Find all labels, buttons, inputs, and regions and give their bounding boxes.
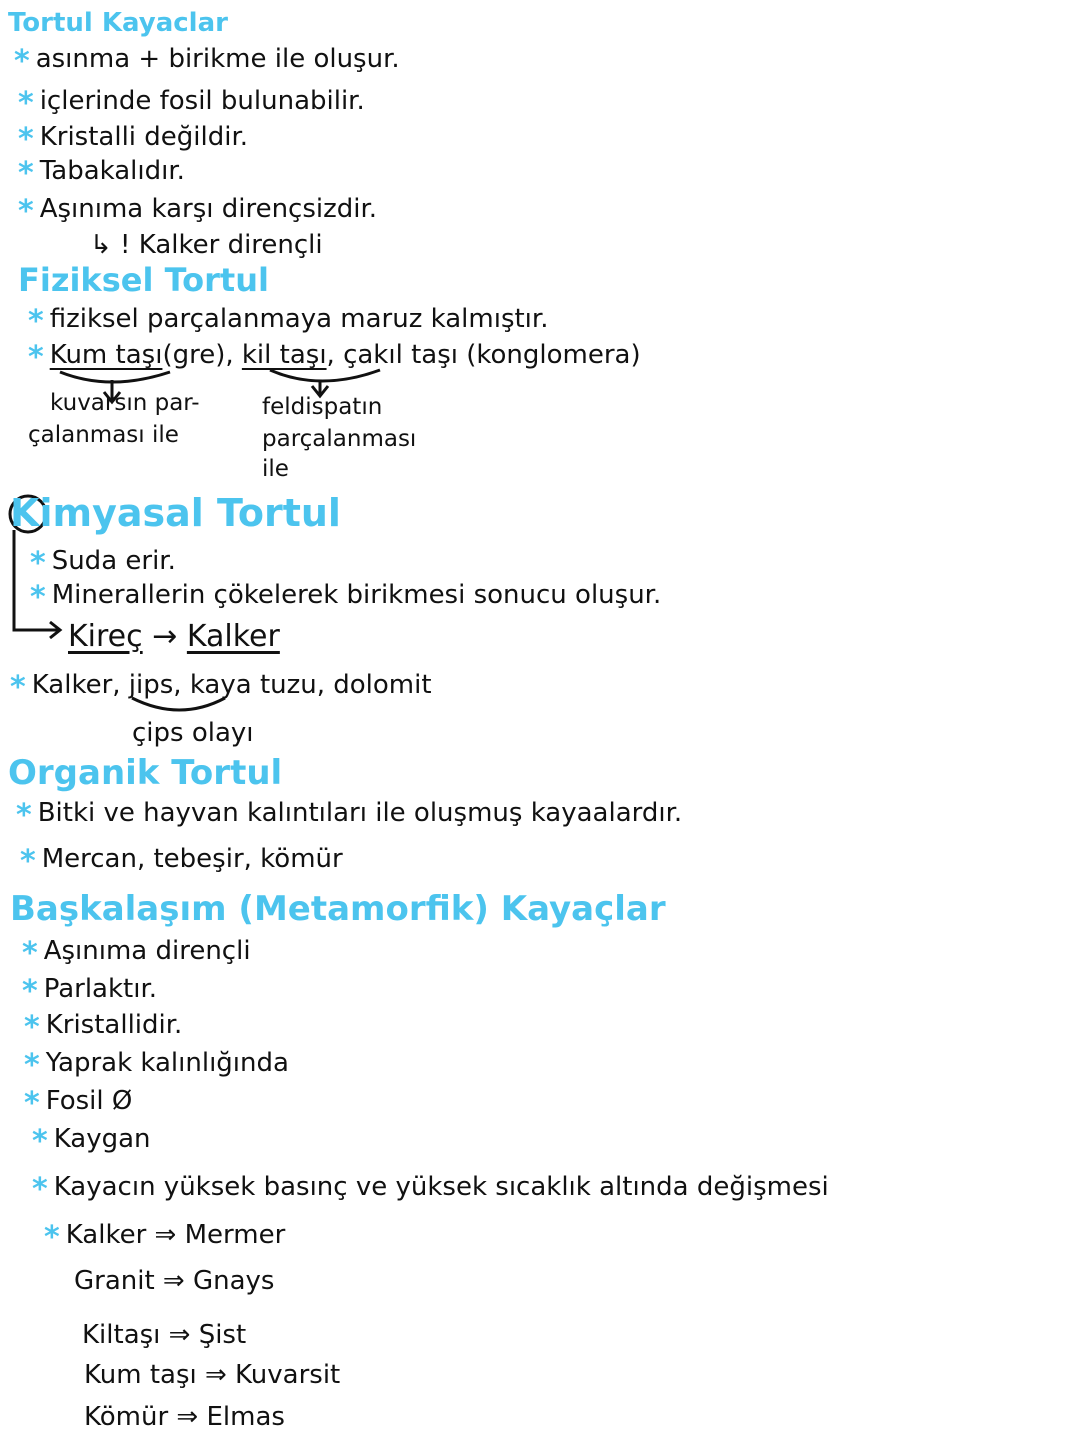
- list-item: [30, 548, 176, 579]
- asterisk-icon: *: [18, 194, 34, 229]
- list-item: [22, 976, 157, 1007]
- jips-note: çips olayı: [132, 718, 254, 748]
- list-item: [30, 582, 661, 613]
- item-text: Kristalli değildir.: [39, 122, 249, 152]
- asterisk-icon: *: [20, 844, 36, 879]
- item-text: asınma + birikme ile oluşur.: [35, 44, 400, 74]
- asterisk-icon: *: [14, 44, 30, 79]
- list-item: [24, 1012, 182, 1043]
- asterisk-icon: *: [22, 974, 38, 1009]
- kil-note-1: feldispatın: [262, 394, 383, 420]
- kum-tasi-brace: [60, 372, 170, 382]
- item-text: Minerallerin çökelerek birikmesi sonucu oluşur.: [51, 580, 662, 610]
- transform-item: Kiltaşı ⇒ Şist: [82, 1320, 247, 1350]
- asterisk-icon: *: [44, 1220, 60, 1255]
- asterisk-icon: *: [24, 1048, 40, 1083]
- asterisk-icon: *: [10, 670, 26, 705]
- list-item: [18, 88, 365, 119]
- heading-organik-tortul: Organik Tortul: [8, 753, 283, 793]
- item-text: Aşınıma karşı dirençsizdir.: [39, 194, 378, 224]
- list-item: [24, 1088, 132, 1119]
- list-item: [28, 306, 548, 337]
- list-item: [18, 124, 248, 155]
- list-item: [32, 1174, 829, 1205]
- kil-tasi: kil taşı: [241, 340, 327, 370]
- kalker: Kalker: [186, 619, 280, 654]
- item-text: Parlaktır.: [43, 974, 158, 1004]
- item-text: Kalker ⇒ Mermer: [65, 1220, 286, 1250]
- asterisk-icon: *: [18, 122, 34, 157]
- asterisk-icon: *: [18, 156, 34, 191]
- list-item: [20, 846, 343, 877]
- transform-item: Kum taşı ⇒ Kuvarsit: [84, 1360, 341, 1390]
- kil-note-3: ile: [262, 456, 289, 482]
- heading-tortul-kayaclar: Tortul Kayaclar: [8, 8, 228, 38]
- asterisk-icon: *: [30, 580, 46, 615]
- asterisk-icon: *: [18, 86, 34, 121]
- asterisk-icon: *: [24, 1010, 40, 1045]
- list-item: [22, 938, 251, 969]
- heading-kimyasal-tortul: Kimyasal Tortul: [10, 491, 341, 535]
- transform-item: Granit ⇒ Gnays: [74, 1266, 275, 1296]
- item-text: Suda erir.: [51, 546, 176, 576]
- transform-item: Kömür ⇒ Elmas: [84, 1402, 285, 1432]
- kirec: Kireç: [68, 619, 143, 654]
- kirec-kalker: [68, 619, 280, 654]
- asterisk-icon: *: [16, 798, 32, 833]
- asterisk-icon: *: [28, 340, 44, 375]
- kum-tasi: Kum taşı: [49, 340, 163, 370]
- kum-note-1: kuvarsın par-: [50, 390, 200, 416]
- item-text: Mercan, tebeşir, kömür: [41, 844, 343, 874]
- item-text: Yaprak kalınlığında: [45, 1048, 289, 1078]
- kil-note-2: parçalanması: [262, 426, 417, 452]
- list-item: [32, 1126, 151, 1157]
- item-text: Tabakalıdır.: [39, 156, 185, 186]
- heading-baskalasim-kayaclar: Başkalaşım (Metamorfik) Kayaçlar: [10, 889, 666, 929]
- transform-item: [44, 1222, 285, 1253]
- item-text: Kristallidir.: [45, 1010, 183, 1040]
- asterisk-icon: *: [24, 1086, 40, 1121]
- item-text: Fosil Ø: [45, 1086, 133, 1116]
- asterisk-icon: *: [30, 546, 46, 581]
- item-text: Aşınıma dirençli: [43, 936, 251, 966]
- asterisk-icon: *: [28, 304, 44, 339]
- item-text: içlerinde fosil bulunabilir.: [39, 86, 365, 116]
- item-text: Kaygan: [53, 1124, 151, 1154]
- list-item: [14, 46, 400, 77]
- item-text: fiziksel parçalanmaya maruz kalmıştır.: [49, 304, 549, 334]
- item-text: Bitki ve hayvan kalıntıları ile oluşmuş kayaalardır.: [37, 798, 683, 828]
- kum-note-2: çalanması ile: [28, 422, 179, 448]
- asterisk-icon: *: [32, 1172, 48, 1207]
- asterisk-icon: *: [32, 1124, 48, 1159]
- item-text: Kalker, jips, kaya tuzu, dolomit: [31, 670, 432, 700]
- asterisk-icon: *: [22, 936, 38, 971]
- item-text: Kayacın yüksek basınç ve yüksek sıcaklık altında değişmesi: [53, 1172, 829, 1202]
- list-item: [18, 196, 377, 227]
- right-arrow-icon: →: [152, 619, 178, 654]
- gre: (gre),: [162, 340, 234, 370]
- note-kalker: ↳ ! Kalker dirençli: [90, 230, 323, 260]
- list-item: [10, 672, 432, 703]
- list-item: [18, 158, 185, 189]
- list-item: [16, 800, 682, 831]
- heading-fiziksel-tortul: Fiziksel Tortul: [18, 261, 269, 299]
- list-item: [28, 342, 641, 373]
- list-item: [24, 1050, 289, 1081]
- cakil-tasi: , çakıl taşı (konglomera): [326, 340, 641, 370]
